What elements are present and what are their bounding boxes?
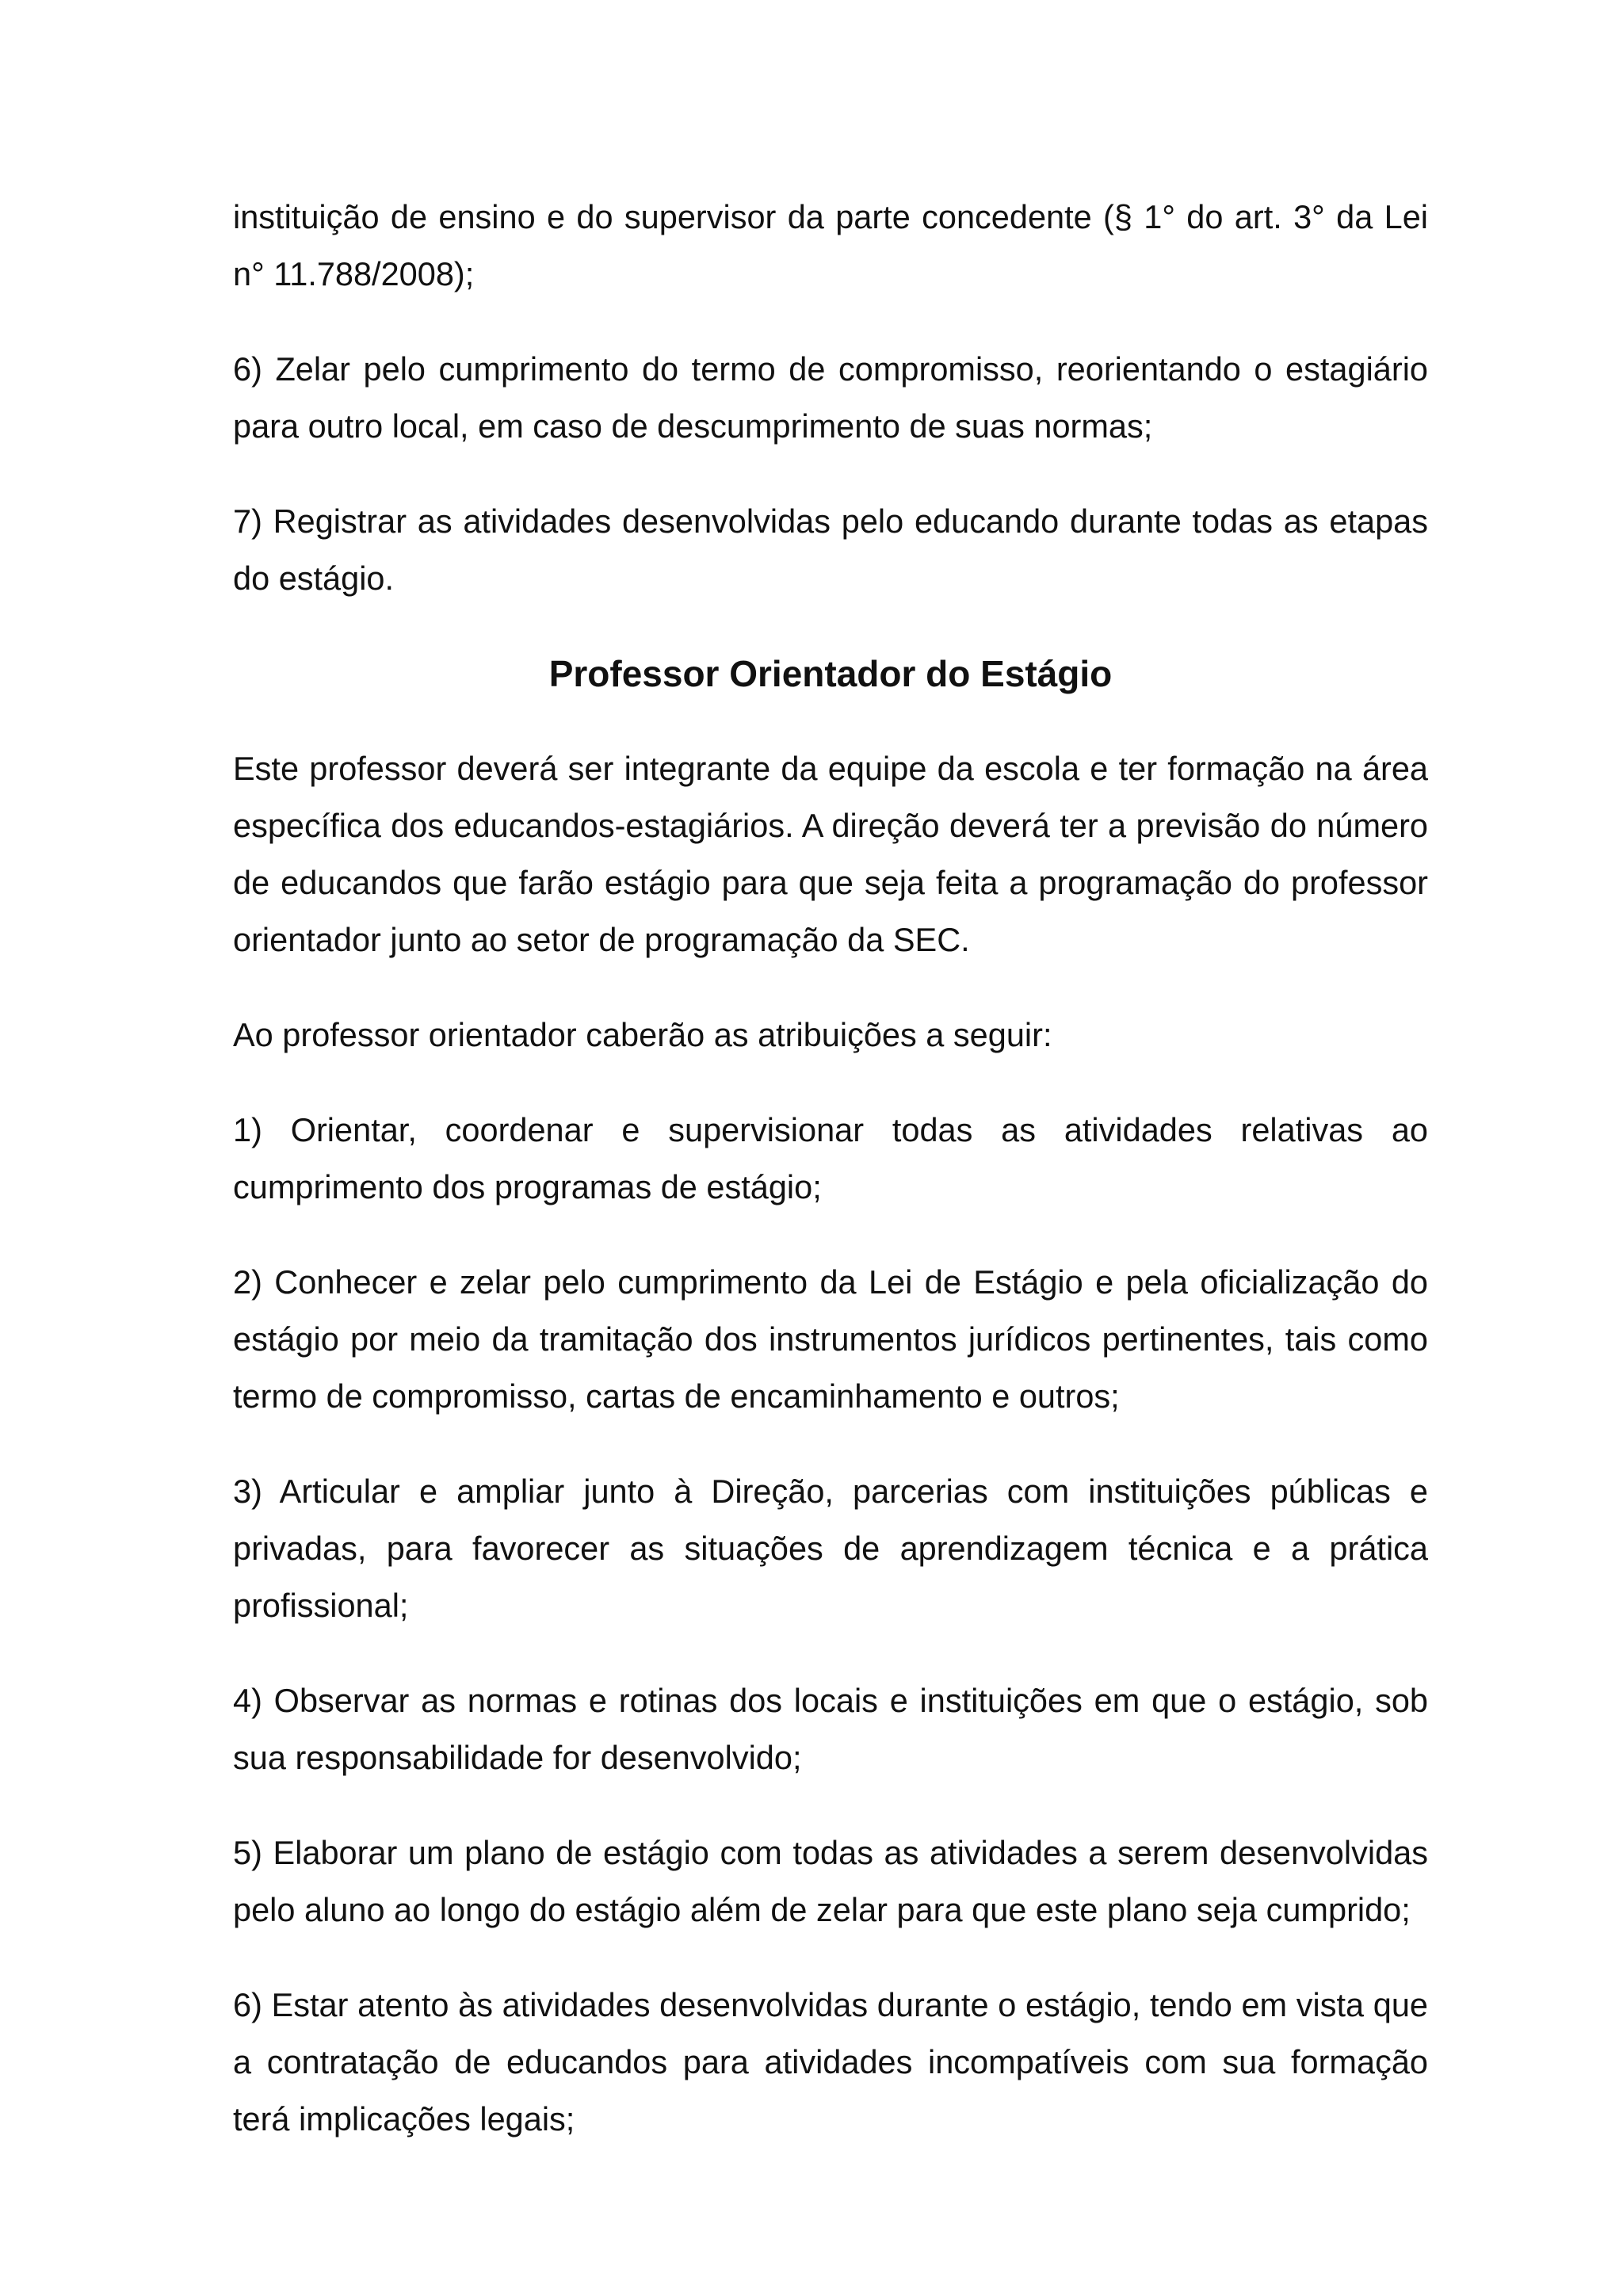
paragraph-item-1-orientar: 1) Orientar, coordenar e supervisionar todas as atividades relativas ao cumprimento dos programas de estágio; [233,1111,1428,1205]
paragraph-item-6-zelar: 6) Zelar pelo cumprimento do termo de compromisso, reorientando o estagiário para outro local, em caso de descumprimento de suas normas; [233,350,1428,445]
paragraph-item-3-articular: 3) Articular e ampliar junto à Direção, parcerias com instituições públicas e privadas, para favorecer as situações de aprendizagem técnica e a prática profissional; [233,1473,1428,1624]
paragraph-item-5-elaborar: 5) Elaborar um plano de estágio com todas as atividades a serem desenvolvidas pelo aluno ao longo do estágio além de zelar para que este plano seja cumprido; [233,1834,1428,1928]
paragraph-intro: Este professor deverá ser integrante da equipe da escola e ter formação na área específica dos educandos-estagiários. A direção deverá ter a previsão do número de educandos que farão estágio para que seja feita a programação do professor orientador junto ao setor de programação da SEC. [233,750,1428,958]
paragraph-item-6-estar-atento: 6) Estar atento às atividades desenvolvidas durante o estágio, tendo em vista que a contratação de educandos para atividades incompatíveis com sua formação terá implicações legais; [233,1986,1428,2137]
paragraph-item-2-conhecer: 2) Conhecer e zelar pelo cumprimento da Lei de Estágio e pela oficialização do estágio por meio da tramitação dos instrumentos jurídicos pertinentes, tais como termo de compromisso, cartas de encaminhamento e outros; [233,1263,1428,1415]
section-heading: Professor Orientador do Estágio [548,653,1113,694]
paragraph-law-reference: instituição de ensino e do supervisor da parte concedente (§ 1° do art. 3° da Lei n° 11.788/2008); [233,198,1428,292]
document-body [233,189,1428,2186]
paragraph-item-7-registrar: 7) Registrar as atividades desenvolvidas pelo educando durante todas as etapas do estágio. [233,502,1428,597]
paragraph-item-4-observar: 4) Observar as normas e rotinas dos locais e instituições em que o estágio, sob sua responsabilidade for desenvolvido; [233,1682,1428,1776]
paragraph-attributions-lead: Ao professor orientador caberão as atribuições a seguir: [233,1016,1052,1053]
